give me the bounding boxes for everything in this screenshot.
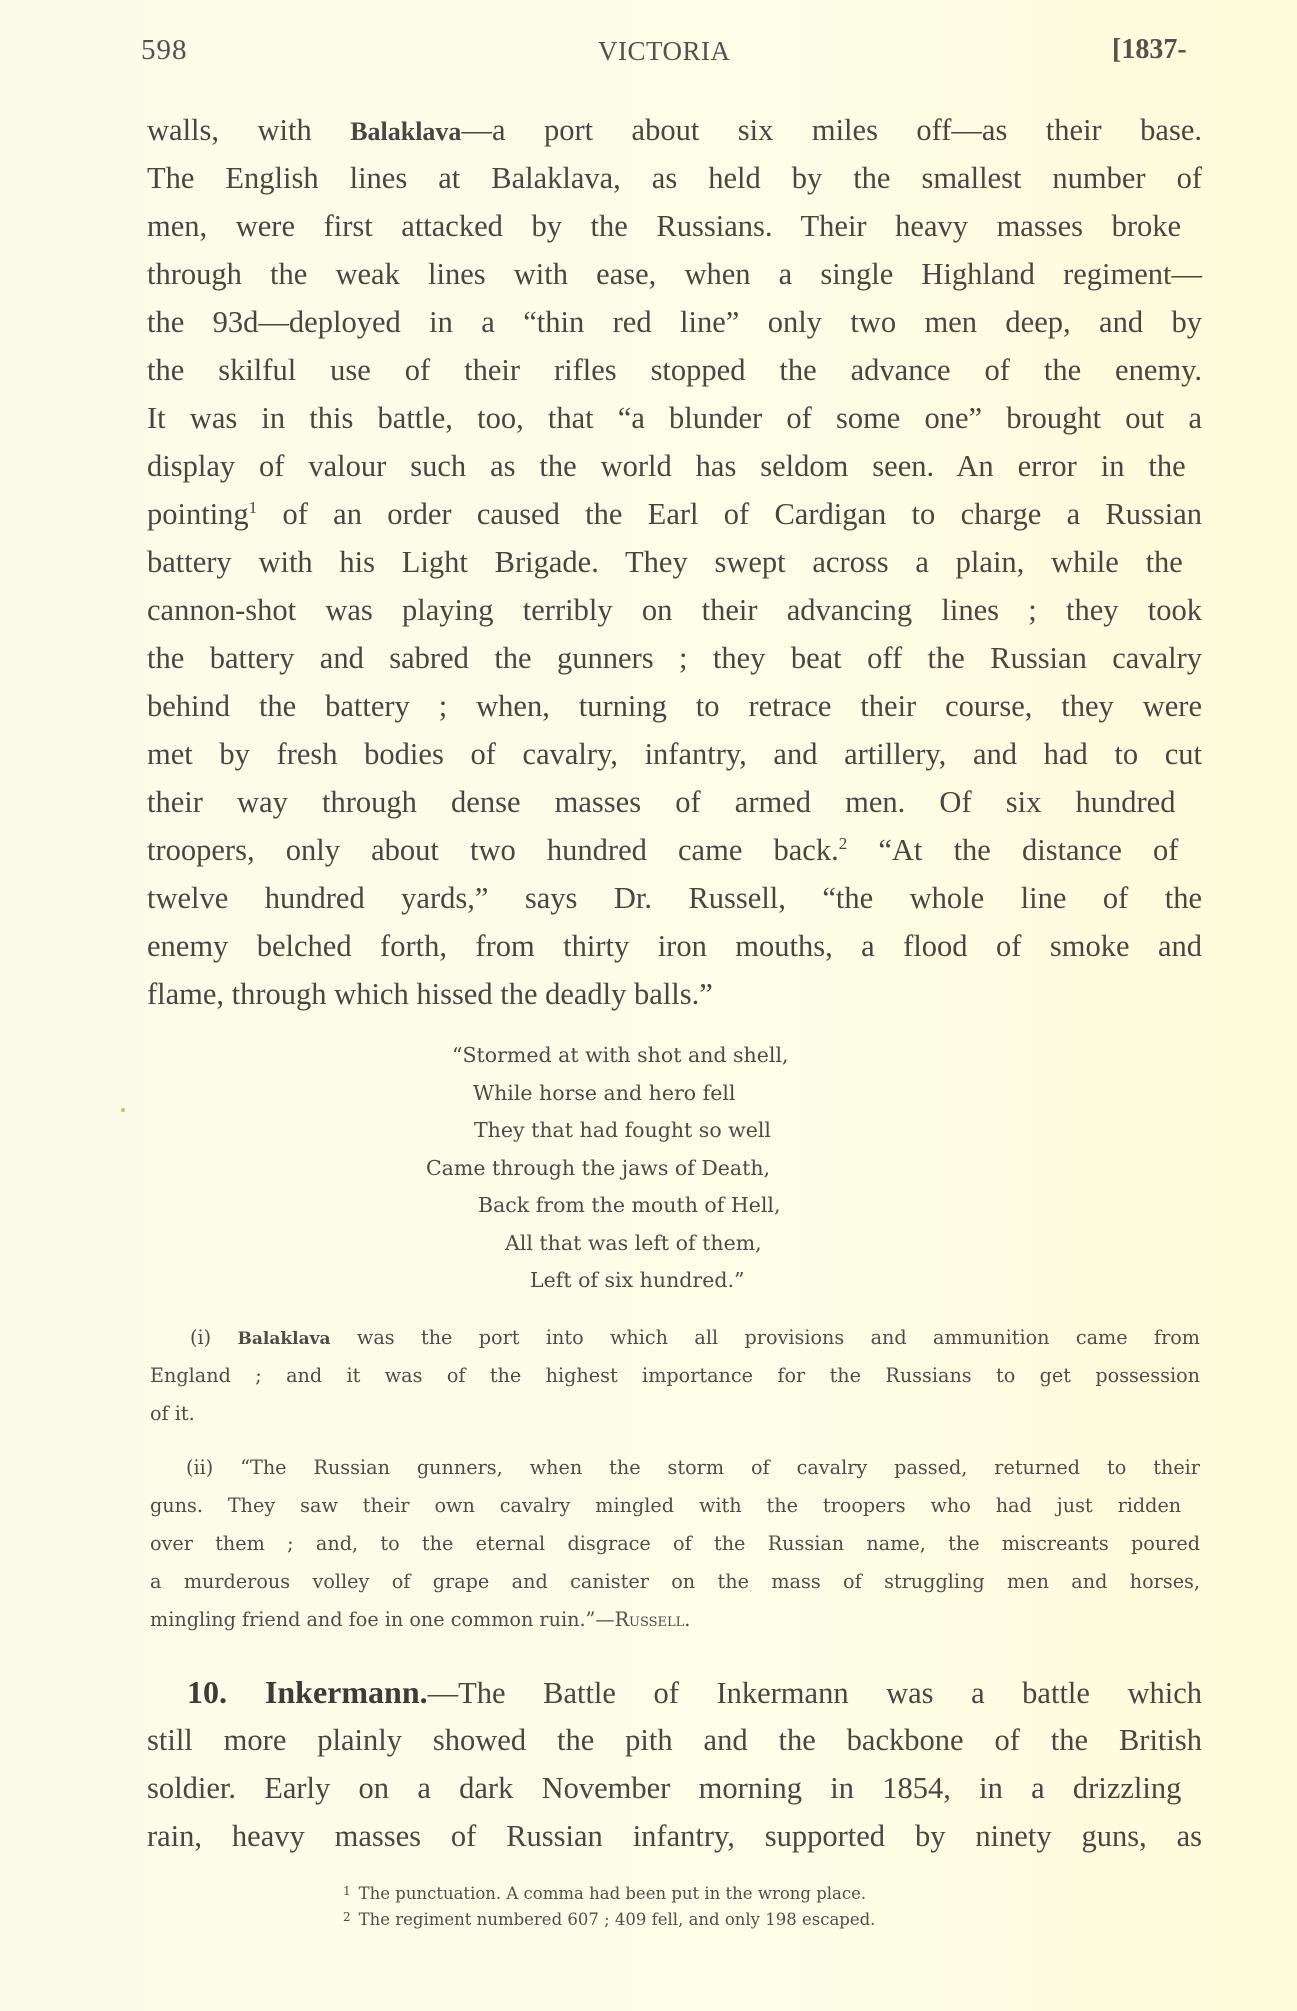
- text-line: met by fresh bodies of cavalry, infantry, and artillery, and had to cut: [147, 737, 1202, 771]
- text-line: display of valour such as the world has seldom seen. An error in the: [147, 449, 1186, 483]
- text-line: soldier. Early on a dark November morning in 1854, in a drizzling: [147, 1771, 1182, 1805]
- note-line: over them ; and, to the eternal disgrace of the Russian name, the miscreants poured: [150, 1532, 1200, 1555]
- footnote-1: [343, 1880, 866, 1905]
- text-run: —a port about six miles off—as their base.: [461, 113, 1202, 147]
- text-run: of an order caused the Earl of Cardigan to charge a Russian: [257, 497, 1202, 531]
- paper-stain: [121, 1108, 125, 1112]
- running-title: VICTORIA: [598, 36, 731, 66]
- text-line: the battery and sabred the gunners ; they beat off the Russian cavalry: [147, 641, 1202, 675]
- footnote-ref-2[interactable]: 2: [838, 833, 848, 853]
- text-run: pointing: [147, 497, 249, 531]
- text-line: the skilful use of their rifles stopped the advance of the enemy.: [147, 353, 1202, 387]
- text-line: [147, 832, 1202, 868]
- note-marker: (i): [190, 1326, 212, 1349]
- text-run: mingling friend and foe in one common ruin.”—: [150, 1608, 615, 1631]
- text-line: [147, 112, 1202, 148]
- date-range: [1837-: [1112, 34, 1187, 65]
- text-run: was the port into which all provisions and ammunition came from: [330, 1326, 1200, 1349]
- note-line: a murderous volley of grape and canister on the mass of struggling men and horses,: [150, 1570, 1200, 1593]
- place-name-bold: Balaklava: [237, 1329, 331, 1349]
- note-line: guns. They saw their own cavalry mingled with the troopers who had just ridden: [150, 1494, 1182, 1517]
- text-run: —The Battle of Inkermann was a battle which: [427, 1676, 1203, 1710]
- text-run: troopers, only about two hundred came back.: [147, 833, 839, 867]
- section-heading: 10. Inkermann.: [187, 1674, 428, 1710]
- note-line: [190, 1325, 1200, 1351]
- text-line: cannon-shot was playing terribly on their advancing lines ; they took: [147, 593, 1202, 627]
- text-line: enemy belched forth, from thirty iron mouths, a flood of smoke and: [147, 929, 1202, 963]
- text-line: rain, heavy masses of Russian infantry, supported by ninety guns, as: [147, 1819, 1202, 1853]
- text-line: behind the battery ; when, turning to retrace their course, they were: [147, 689, 1202, 723]
- poem-line: Left of six hundred.”: [530, 1268, 745, 1292]
- text-line: [147, 496, 1202, 532]
- footnote-number: 1: [343, 1884, 351, 1898]
- footnote-number: 2: [343, 1910, 351, 1924]
- note-marker: (ii): [186, 1456, 214, 1479]
- text-line: It was in this battle, too, that “a blunder of some one” brought out a: [147, 401, 1202, 435]
- footnote-text: The regiment numbered 607 ; 409 fell, and only 198 escaped.: [358, 1910, 876, 1929]
- poem-line: They that had fought so well: [474, 1118, 771, 1142]
- text-line: battery with his Light Brigade. They swept across a plain, while the: [147, 545, 1183, 579]
- text-run: “The Russian gunners, when the storm of cavalry passed, returned to their: [240, 1456, 1200, 1479]
- footnote-text: The punctuation. A comma had been put in the wrong place.: [358, 1884, 867, 1903]
- text-line: their way through dense masses of armed men. Of six hundred: [147, 785, 1176, 819]
- text-line: through the weak lines with ease, when a single Highland regiment—: [147, 257, 1202, 291]
- note-line: of it.: [150, 1402, 195, 1425]
- poem-line: “Stormed at with shot and shell,: [452, 1043, 789, 1067]
- footnote-ref-1[interactable]: 1: [248, 497, 258, 517]
- text-line: twelve hundred yards,” says Dr. Russell, “the whole line of the: [147, 881, 1202, 915]
- poem-line: While horse and hero fell: [473, 1081, 736, 1105]
- note-line: [150, 1607, 1200, 1633]
- note-line: England ; and it was of the highest importance for the Russians to get possession: [150, 1364, 1200, 1387]
- poem-line: Back from the mouth of Hell,: [478, 1193, 781, 1217]
- text-line: flame, through which hissed the deadly balls.”: [147, 977, 713, 1011]
- text-line: still more plainly showed the pith and the backbone of the British: [147, 1723, 1202, 1757]
- poem-line: All that was left of them,: [505, 1231, 762, 1255]
- text-run: “At the distance of: [847, 833, 1179, 867]
- place-name-bold: Balaklava: [350, 117, 462, 146]
- footnote-2: [343, 1906, 875, 1931]
- attribution: Russell.: [614, 1608, 691, 1631]
- poem-line: Came through the jaws of Death,: [426, 1156, 771, 1180]
- note-line: [186, 1455, 1200, 1481]
- section-first-line: [187, 1674, 1202, 1710]
- text-line: men, were first attacked by the Russians. Their heavy masses broke: [147, 209, 1182, 243]
- text-run: walls, with: [147, 113, 351, 147]
- text-line: the 93d—deployed in a “thin red line” only two men deep, and by: [147, 305, 1202, 339]
- text-line: The English lines at Balaklava, as held by the smallest number of: [147, 161, 1202, 195]
- page-number: 598: [141, 34, 188, 66]
